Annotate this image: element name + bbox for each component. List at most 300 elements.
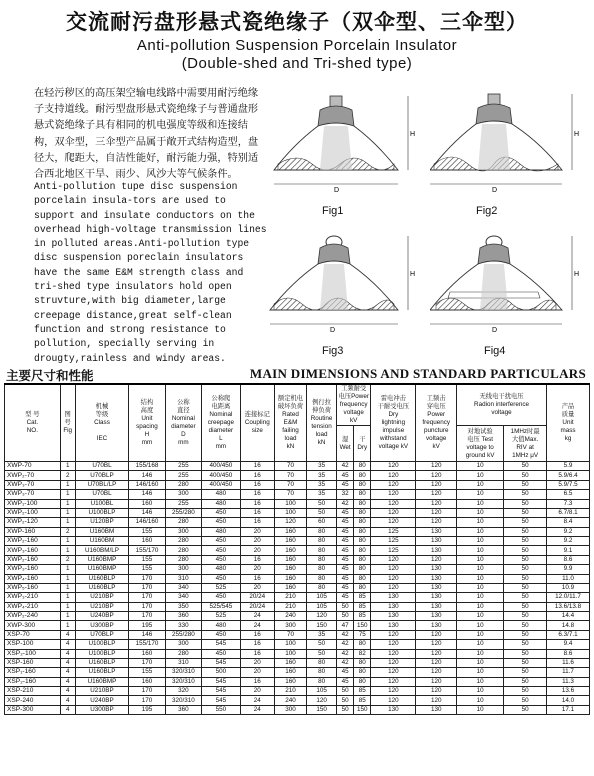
table-cell: 120 <box>416 668 457 677</box>
table-row <box>5 565 590 574</box>
table-cell: 146/160 <box>129 518 165 527</box>
table-cell: 105 <box>307 593 337 602</box>
table-cell: 350 <box>165 602 201 611</box>
table-cell: 70 <box>274 471 306 480</box>
table-cell: 80 <box>307 668 337 677</box>
table-row <box>5 649 590 658</box>
table-cell: U300BP <box>75 621 129 630</box>
table-cell: 50 <box>504 471 547 480</box>
table-cell: 160 <box>274 555 306 564</box>
table-cell: 320/310 <box>165 668 201 677</box>
table-cell: 120 <box>371 518 416 527</box>
table-cell: U160BM <box>75 537 129 546</box>
table-cell: 146 <box>129 471 165 480</box>
table-cell: 5.9/6.4 <box>547 471 590 480</box>
table-cell: 17.1 <box>547 705 590 714</box>
table-cell: 255/280 <box>165 630 201 639</box>
dimension-h-label: H <box>410 131 416 138</box>
table-cell: 155/170 <box>129 546 165 555</box>
table-cell: 20 <box>240 565 274 574</box>
table-cell: 160 <box>274 527 306 536</box>
table-cell: 50 <box>504 583 547 592</box>
table-cell: 8.4 <box>547 518 590 527</box>
table-cell: 10 <box>457 612 504 621</box>
model-cell: XWP₂-160 <box>5 555 61 564</box>
table-cell: 50 <box>337 687 354 696</box>
table-cell: 50 <box>504 527 547 536</box>
table-cell: 155 <box>129 565 165 574</box>
fig4-label: Fig4 <box>484 345 506 357</box>
table-cell: 120 <box>416 508 457 517</box>
table-cell: 45 <box>337 677 354 686</box>
table-cell: 24 <box>240 612 274 621</box>
table-cell: 50 <box>504 480 547 489</box>
table-cell: 450 <box>202 508 241 517</box>
table-cell: 120 <box>416 649 457 658</box>
table-row <box>5 518 590 527</box>
table-cell: 480 <box>202 565 241 574</box>
model-cell: XWP₂-100 <box>5 508 61 517</box>
table-cell: 545 <box>202 658 241 667</box>
table-cell: 155/168 <box>129 462 165 471</box>
table-cell: 120 <box>371 640 416 649</box>
table-cell: 155 <box>129 668 165 677</box>
table-cell: 1 <box>60 565 75 574</box>
table-cell: 6.7/8.1 <box>547 508 590 517</box>
table-cell: 1 <box>60 621 75 630</box>
table-cell: 80 <box>354 527 371 536</box>
table-row <box>5 621 590 630</box>
table-cell: 130 <box>371 593 416 602</box>
dimension-d-label: D <box>492 327 498 334</box>
table-cell: 16 <box>240 677 274 686</box>
page-title: 交流耐污盘形悬式瓷绝缘子（双伞型、三伞型） <box>66 10 528 34</box>
table-cell: 10 <box>457 471 504 480</box>
table-cell: 310 <box>165 658 201 667</box>
table-cell: 50 <box>307 508 337 517</box>
table-cell: 160 <box>274 546 306 555</box>
table-cell: 80 <box>307 537 337 546</box>
table-cell: 120 <box>307 696 337 705</box>
table-cell: 20 <box>240 527 274 536</box>
table-cell: 35 <box>307 462 337 471</box>
table-cell: 160 <box>274 668 306 677</box>
table-cell: 50 <box>504 499 547 508</box>
table-cell: 1 <box>60 480 75 489</box>
table-cell: 14.8 <box>547 621 590 630</box>
table-cell: 130 <box>371 612 416 621</box>
table-cell: 70 <box>274 630 306 639</box>
table-cell: 80 <box>307 527 337 536</box>
table-cell: 85 <box>354 602 371 611</box>
table-cell: 120 <box>371 565 416 574</box>
table-cell: 2 <box>60 471 75 480</box>
table-cell: 50 <box>337 612 354 621</box>
table-cell: 1 <box>60 602 75 611</box>
fig3-label: Fig3 <box>322 345 344 357</box>
model-cell: XWP₂-160 <box>5 537 61 546</box>
dimension-d-label: D <box>334 187 340 194</box>
table-cell: 320 <box>165 687 201 696</box>
table-cell: 150 <box>354 705 371 714</box>
table-cell: 255 <box>165 499 201 508</box>
table-cell: 150 <box>307 621 337 630</box>
table-cell: 35 <box>307 480 337 489</box>
table-cell: 10 <box>457 649 504 658</box>
table-cell: 20/24 <box>240 593 274 602</box>
table-cell: 400/450 <box>202 480 241 489</box>
table-cell: 47 <box>337 621 354 630</box>
table-cell: 16 <box>240 630 274 639</box>
model-cell: XWP-160 <box>5 527 61 536</box>
table-cell: 130 <box>371 621 416 630</box>
model-cell: XWP₃-210 <box>5 593 61 602</box>
table-cell: 160 <box>274 583 306 592</box>
table-cell: 120 <box>416 555 457 564</box>
table-cell: 16 <box>240 471 274 480</box>
table-cell: 16 <box>240 499 274 508</box>
table-cell: 120 <box>371 471 416 480</box>
table-cell: 100 <box>274 649 306 658</box>
table-cell: 8.6 <box>547 649 590 658</box>
table-cell: 50 <box>337 696 354 705</box>
table-cell: 120 <box>416 640 457 649</box>
table-row <box>5 508 590 517</box>
table-cell: 130 <box>416 527 457 536</box>
table-cell: U210BP <box>75 687 129 696</box>
table-row <box>5 527 590 536</box>
table-cell: U160BM <box>75 527 129 536</box>
table-cell: 4 <box>60 687 75 696</box>
table-cell: 10 <box>457 658 504 667</box>
table-cell: 120 <box>371 630 416 639</box>
table-cell: 120 <box>416 677 457 686</box>
table-row <box>5 574 590 583</box>
table-cell: 50 <box>504 537 547 546</box>
table-cell: 42 <box>337 630 354 639</box>
table-cell: 170 <box>129 593 165 602</box>
table-cell: 210 <box>274 593 306 602</box>
table-cell: 545 <box>202 696 241 705</box>
table-row <box>5 668 590 677</box>
table-cell: 5.9 <box>547 462 590 471</box>
table-cell: 170 <box>129 658 165 667</box>
table-cell: 120 <box>416 462 457 471</box>
table-cell: 10 <box>457 537 504 546</box>
table-cell: 125 <box>371 527 416 536</box>
table-cell: 45 <box>337 565 354 574</box>
table-cell: 32 <box>337 490 354 499</box>
table-cell: U100BLP <box>75 640 129 649</box>
table-cell: 160 <box>274 565 306 574</box>
table-cell: 80 <box>354 583 371 592</box>
table-cell: 10 <box>457 668 504 677</box>
table-cell: 450 <box>202 630 241 639</box>
table-cell: 170 <box>129 602 165 611</box>
table-cell: 20 <box>240 537 274 546</box>
table-cell: 280 <box>165 518 201 527</box>
table-cell: 545 <box>202 640 241 649</box>
table-cell: 1 <box>60 546 75 555</box>
table-cell: 300 <box>165 490 201 499</box>
table-cell: 120 <box>307 612 337 621</box>
table-cell: 80 <box>354 508 371 517</box>
model-cell: XWP₂-120 <box>5 518 61 527</box>
table-cell: 50 <box>504 490 547 499</box>
table-cell: 480 <box>202 490 241 499</box>
table-cell: 146/160 <box>129 480 165 489</box>
table-cell: 500 <box>202 668 241 677</box>
model-cell: XSP-300 <box>5 705 61 714</box>
dimension-h-label: H <box>410 271 416 278</box>
model-cell: XWP₃-70 <box>5 490 61 499</box>
model-cell: XSP-70 <box>5 630 61 639</box>
table-cell: 20/24 <box>240 602 274 611</box>
table-row <box>5 583 590 592</box>
table-cell: 170 <box>129 687 165 696</box>
header-coupling: 连接标记 Coupling size <box>240 384 274 462</box>
table-cell: 340 <box>165 583 201 592</box>
table-cell: 50 <box>504 546 547 555</box>
table-cell: 130 <box>416 537 457 546</box>
table-cell: 150 <box>307 705 337 714</box>
table-cell: 100 <box>274 640 306 649</box>
table-cell: U70BLP <box>75 471 129 480</box>
table-cell: 300 <box>165 640 201 649</box>
table-cell: 80 <box>354 668 371 677</box>
table-cell: 155/170 <box>129 640 165 649</box>
table-cell: 120 <box>371 696 416 705</box>
table-cell: 80 <box>307 555 337 564</box>
table-cell: 360 <box>165 612 201 621</box>
table-cell: 24 <box>240 621 274 630</box>
table-cell: 10 <box>457 602 504 611</box>
table-cell: 130 <box>416 612 457 621</box>
table-cell: 4 <box>60 630 75 639</box>
table-cell: 170 <box>129 583 165 592</box>
table-cell: 24 <box>240 696 274 705</box>
table-cell: 42 <box>337 640 354 649</box>
table-cell: 125 <box>371 546 416 555</box>
table-cell: 1 <box>60 518 75 527</box>
table-cell: 545 <box>202 677 241 686</box>
table-cell: U160BLP <box>75 668 129 677</box>
model-cell: XSP₂-160 <box>5 677 61 686</box>
table-cell: 45 <box>337 527 354 536</box>
model-cell: XWP-300 <box>5 621 61 630</box>
table-cell: 10 <box>457 490 504 499</box>
table-cell: 120 <box>416 696 457 705</box>
table-cell: 340 <box>165 593 201 602</box>
table-cell: 525 <box>202 583 241 592</box>
table-cell: 70 <box>274 490 306 499</box>
table-cell: 120 <box>416 480 457 489</box>
table-cell: 45 <box>337 555 354 564</box>
table-cell: 150 <box>354 621 371 630</box>
table-cell: 14.0 <box>547 696 590 705</box>
table-cell: 120 <box>371 583 416 592</box>
table-cell: 50 <box>504 649 547 658</box>
table-cell: 20 <box>240 546 274 555</box>
table-cell: 120 <box>371 677 416 686</box>
table-row <box>5 687 590 696</box>
table-cell: 280 <box>165 546 201 555</box>
header-diameter: 公称 直径 Nominal diameter D mm <box>165 384 201 462</box>
table-cell: 10 <box>457 499 504 508</box>
table-row <box>5 537 590 546</box>
table-cell: 4 <box>60 658 75 667</box>
table-cell: 240 <box>274 696 306 705</box>
table-cell: 120 <box>371 555 416 564</box>
table-cell: 120 <box>416 658 457 667</box>
table-cell: 45 <box>337 518 354 527</box>
table-cell: 80 <box>354 677 371 686</box>
table-cell: 280 <box>165 480 201 489</box>
table-cell: 16 <box>240 649 274 658</box>
table-cell: 50 <box>504 668 547 677</box>
table-cell: 35 <box>307 490 337 499</box>
table-cell: 1 <box>60 593 75 602</box>
dimension-h-label: H <box>574 131 580 138</box>
table-cell: U160BMP <box>75 555 129 564</box>
table-cell: 80 <box>307 677 337 686</box>
table-cell: 60 <box>307 518 337 527</box>
table-cell: 100 <box>274 499 306 508</box>
table-cell: 170 <box>129 612 165 621</box>
table-cell: 130 <box>416 593 457 602</box>
table-cell: 280 <box>165 649 201 658</box>
table-cell: 160 <box>274 537 306 546</box>
table-cell: 120 <box>371 508 416 517</box>
table-cell: U160BLP <box>75 574 129 583</box>
table-cell: 4 <box>60 677 75 686</box>
table-cell: 1 <box>60 508 75 517</box>
table-cell: 80 <box>307 658 337 667</box>
table-cell: 42 <box>337 649 354 658</box>
table-cell: U70BL <box>75 462 129 471</box>
table-cell: 130 <box>416 574 457 583</box>
table-cell: 80 <box>354 565 371 574</box>
table-cell: 8.6 <box>547 555 590 564</box>
table-cell: 1 <box>60 574 75 583</box>
table-cell: 4 <box>60 696 75 705</box>
table-cell: 50 <box>504 677 547 686</box>
table-cell: 50 <box>504 640 547 649</box>
table-cell: 16 <box>240 518 274 527</box>
table-cell: 130 <box>416 583 457 592</box>
table-cell: U300BP <box>75 705 129 714</box>
table-cell: 9.1 <box>547 546 590 555</box>
table-cell: 450 <box>202 574 241 583</box>
table-cell: 24 <box>240 705 274 714</box>
intro-chinese-text: 在轻污秽区的高压架空输电线路中需要用耐污绝缘子支持道线。耐污型盘形悬式瓷绝缘子与普通盘形悬式瓷绝缘子具有相同的机电强度等级和连接结构，双伞型，三伞型产品属于敞开式结构造型，盘径大，爬距大，自洁性能好，耐污能力强，特别适合西北地区干旱、雨少、风沙大等气候条件。 <box>34 88 259 181</box>
model-cell: XWP₂-240 <box>5 612 61 621</box>
table-cell: U100BLP <box>75 508 129 517</box>
table-cell: 80 <box>354 537 371 546</box>
table-cell: 50 <box>504 574 547 583</box>
table-cell: 160 <box>274 574 306 583</box>
table-cell: 1 <box>60 537 75 546</box>
table-cell: 195 <box>129 621 165 630</box>
table-cell: 130 <box>416 621 457 630</box>
table-row <box>5 677 590 686</box>
model-cell: XWP₃-70 <box>5 480 61 489</box>
table-cell: 130 <box>416 546 457 555</box>
table-cell: 120 <box>371 499 416 508</box>
table-cell: 10 <box>457 630 504 639</box>
table-cell: 80 <box>307 546 337 555</box>
table-cell: 120 <box>416 499 457 508</box>
table-cell: 120 <box>416 630 457 639</box>
table-cell: 120 <box>371 480 416 489</box>
table-cell: 120 <box>416 490 457 499</box>
table-cell: 255 <box>165 471 201 480</box>
model-cell: XSP-160 <box>5 658 61 667</box>
table-cell: 280 <box>165 555 201 564</box>
table-cell: 50 <box>307 640 337 649</box>
table-cell: 320/310 <box>165 696 201 705</box>
table-cell: U70BLP <box>75 630 129 639</box>
table-cell: 20 <box>240 687 274 696</box>
table-cell: 16 <box>240 462 274 471</box>
table-cell: 120 <box>371 462 416 471</box>
table-cell: 10 <box>457 555 504 564</box>
table-cell: 6.5 <box>547 490 590 499</box>
table-cell: U210BP <box>75 602 129 611</box>
dimension-d-label: D <box>492 187 498 194</box>
table-cell: 50 <box>504 565 547 574</box>
header-impulse: 雷电冲击 干耐受电压 Dry lightning impulse withstand voltage kV <box>371 384 416 462</box>
table-cell: 80 <box>354 462 371 471</box>
table-cell: 10 <box>457 508 504 517</box>
table-cell: 155 <box>129 527 165 536</box>
table-cell: 45 <box>337 583 354 592</box>
table-cell: 10 <box>457 565 504 574</box>
table-cell: 210 <box>274 602 306 611</box>
table-cell: 10 <box>457 546 504 555</box>
table-cell: 525 <box>202 612 241 621</box>
header-pf-dry: 干 Dry <box>354 426 371 462</box>
table-cell: 480 <box>202 621 241 630</box>
table-cell: 80 <box>354 555 371 564</box>
table-cell: 400/450 <box>202 471 241 480</box>
table-cell: 11.6 <box>547 658 590 667</box>
table-cell: 1 <box>60 490 75 499</box>
table-cell: 120 <box>416 518 457 527</box>
table-cell: 80 <box>354 471 371 480</box>
section-title-english: MAIN DIMENSIONS AND STANDARD PARTICULARS <box>249 366 586 381</box>
table-cell: 85 <box>354 696 371 705</box>
table-cell: 9.9 <box>547 565 590 574</box>
table-cell: 130 <box>416 705 457 714</box>
table-cell: 320/310 <box>165 677 201 686</box>
fig2-insulator-drawing <box>430 90 580 200</box>
table-cell: 146 <box>129 508 165 517</box>
table-cell: 120 <box>416 687 457 696</box>
table-cell: 50 <box>504 508 547 517</box>
header-em-load: 额定机电 破坏负荷 Rated E&M failing load kN <box>274 384 306 462</box>
model-cell: XSP₂-100 <box>5 649 61 658</box>
table-cell: 10 <box>457 518 504 527</box>
table-cell: 160 <box>274 677 306 686</box>
table-cell: 45 <box>337 471 354 480</box>
table-cell: 160 <box>274 658 306 667</box>
table-cell: 330 <box>165 621 201 630</box>
model-cell: XWP-70 <box>5 462 61 471</box>
table-cell: 10 <box>457 574 504 583</box>
table-cell: 10 <box>457 677 504 686</box>
table-cell: 11.0 <box>547 574 590 583</box>
